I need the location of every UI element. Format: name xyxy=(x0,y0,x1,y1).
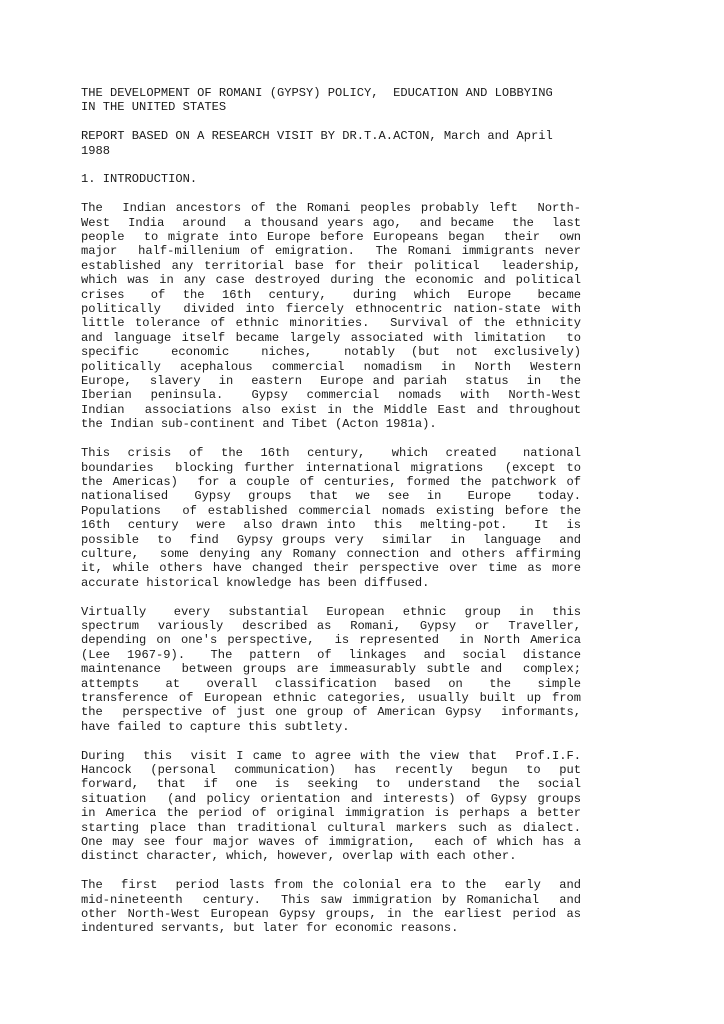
section-heading: 1. INTRODUCTION. xyxy=(81,172,198,187)
paragraph-line: spectrum variously described as Romani, Gypsy or Traveller, xyxy=(81,618,581,633)
paragraph-line: in America the period of original immigration is perhaps a better xyxy=(81,806,581,821)
report-line: 1988 xyxy=(81,143,111,158)
paragraph-line: distinct character, which, however, overlap with each other. xyxy=(81,849,517,864)
paragraph-line: One may see four major waves of immigration, each of which has a xyxy=(81,835,581,850)
paragraph-line: Virtually every substantial European ethnic group in this xyxy=(81,604,581,619)
document-page xyxy=(81,86,581,950)
paragraph xyxy=(81,446,581,590)
paragraph-line: the perspective of just one group of American Gypsy informants, xyxy=(81,705,581,720)
paragraph-line: Hancock (personal communication) has recently begun to put xyxy=(81,763,581,777)
paragraph-line: major half-millenium of emigration. The Romani immigrants never xyxy=(81,244,581,259)
paragraph xyxy=(81,201,581,432)
title-line: THE DEVELOPMENT OF ROMANI (GYPSY) POLICY, EDUCATION AND LOBBYING xyxy=(81,86,553,100)
report-line: REPORT BASED ON A RESEARCH VISIT BY DR.T.A.ACTON, March and April xyxy=(81,129,553,144)
paragraph-line: have failed to capture this subtlety. xyxy=(81,719,350,734)
paragraph-line: people to migrate into Europe before Europeans began their own xyxy=(81,230,581,245)
document-title xyxy=(81,86,581,115)
paragraph-line: West India around a thousand years ago, and became the last xyxy=(81,215,581,230)
paragraph-line: Europe, slavery in eastern Europe and pariah status in the xyxy=(81,374,581,389)
paragraph-line: depending on one's perspective, is represented in North America xyxy=(81,633,581,648)
paragraph-line: mid-nineteenth century. This saw immigration by Romanichal and xyxy=(81,892,581,907)
paragraph-line: Populations of established commercial nomads existing before the xyxy=(81,503,581,518)
paragraph-line: accurate historical knowledge has been diffused. xyxy=(81,575,430,590)
paragraph-line: nationalised Gypsy groups that we see in Europe today. xyxy=(81,489,581,504)
paragraph-line: The Indian ancestors of the Romani peoples probably left North- xyxy=(81,201,581,216)
paragraph-line: possible to find Gypsy groups very similar in language and xyxy=(81,532,581,547)
paragraph-line: politically acephalous commercial nomadism in North Western xyxy=(81,359,581,374)
paragraph-line: established any territorial base for their political leadership, xyxy=(81,258,581,273)
paragraph-line: 16th century were also drawn into this melting-pot. It is xyxy=(81,518,581,533)
paragraph-line: (Lee 1967-9). The pattern of linkages and social distance xyxy=(81,647,581,662)
paragraph-line: Iberian peninsula. Gypsy commercial nomads with North-West xyxy=(81,388,581,403)
title-line: IN THE UNITED STATES xyxy=(81,100,227,115)
paragraph xyxy=(81,605,581,735)
paragraph xyxy=(81,878,581,936)
paragraph-line: forward, that if one is seeking to understand the social xyxy=(81,777,581,792)
paragraph-line: This crisis of the 16th century, which created national xyxy=(81,446,581,461)
paragraph-line: Indian associations also exist in the Middle East and throughout xyxy=(81,402,581,417)
paragraph-line: other North-West European Gypsy groups, in the earliest period as xyxy=(81,907,581,922)
report-subtitle xyxy=(81,129,581,158)
paragraph-line: the Indian sub-continent and Tibet (Acton 1981a). xyxy=(81,417,437,432)
paragraph-line: The first period lasts from the colonial era to the early and xyxy=(81,878,581,893)
paragraph-line: boundaries blocking further international migrations (except to xyxy=(81,460,581,475)
paragraph-line: indentured servants, but later for economic reasons. xyxy=(81,921,459,936)
paragraph-line: transference of European ethnic categories, usually built up from xyxy=(81,690,581,705)
paragraph-line: and language itself became largely associated with limitation to xyxy=(81,330,581,345)
paragraph-line: the Americas) for a couple of centuries, formed the patchwork of xyxy=(81,474,581,489)
paragraph-line: which was in any case destroyed during the economic and political xyxy=(81,273,581,288)
paragraph-line: starting place than traditional cultural markers such as dialect. xyxy=(81,820,581,835)
paragraph-line: During this visit I came to agree with the view that Prof.I.F. xyxy=(81,748,581,763)
paragraph xyxy=(81,749,581,864)
paragraph-line: maintenance between groups are immeasurably subtle and complex; xyxy=(81,662,581,677)
paragraph-line: little tolerance of ethnic minorities. Survival of the ethnicity xyxy=(81,316,581,331)
paragraph-line: situation (and policy orientation and interests) of Gypsy groups xyxy=(81,791,581,806)
paragraph-line: attempts at overall classification based on the simple xyxy=(81,676,581,691)
body-text xyxy=(81,201,581,936)
paragraph-line: culture, some denying any Romany connection and others affirming xyxy=(81,546,581,561)
paragraph-line: specific economic niches, notably (but not exclusively) xyxy=(81,345,581,360)
paragraph-line: politically divided into fiercely ethnocentric nation-state with xyxy=(81,302,581,317)
paragraph-line: it, while others have changed their perspective over time as more xyxy=(81,561,581,576)
paragraph-line: crises of the 16th century, during which Europe became xyxy=(81,287,581,302)
